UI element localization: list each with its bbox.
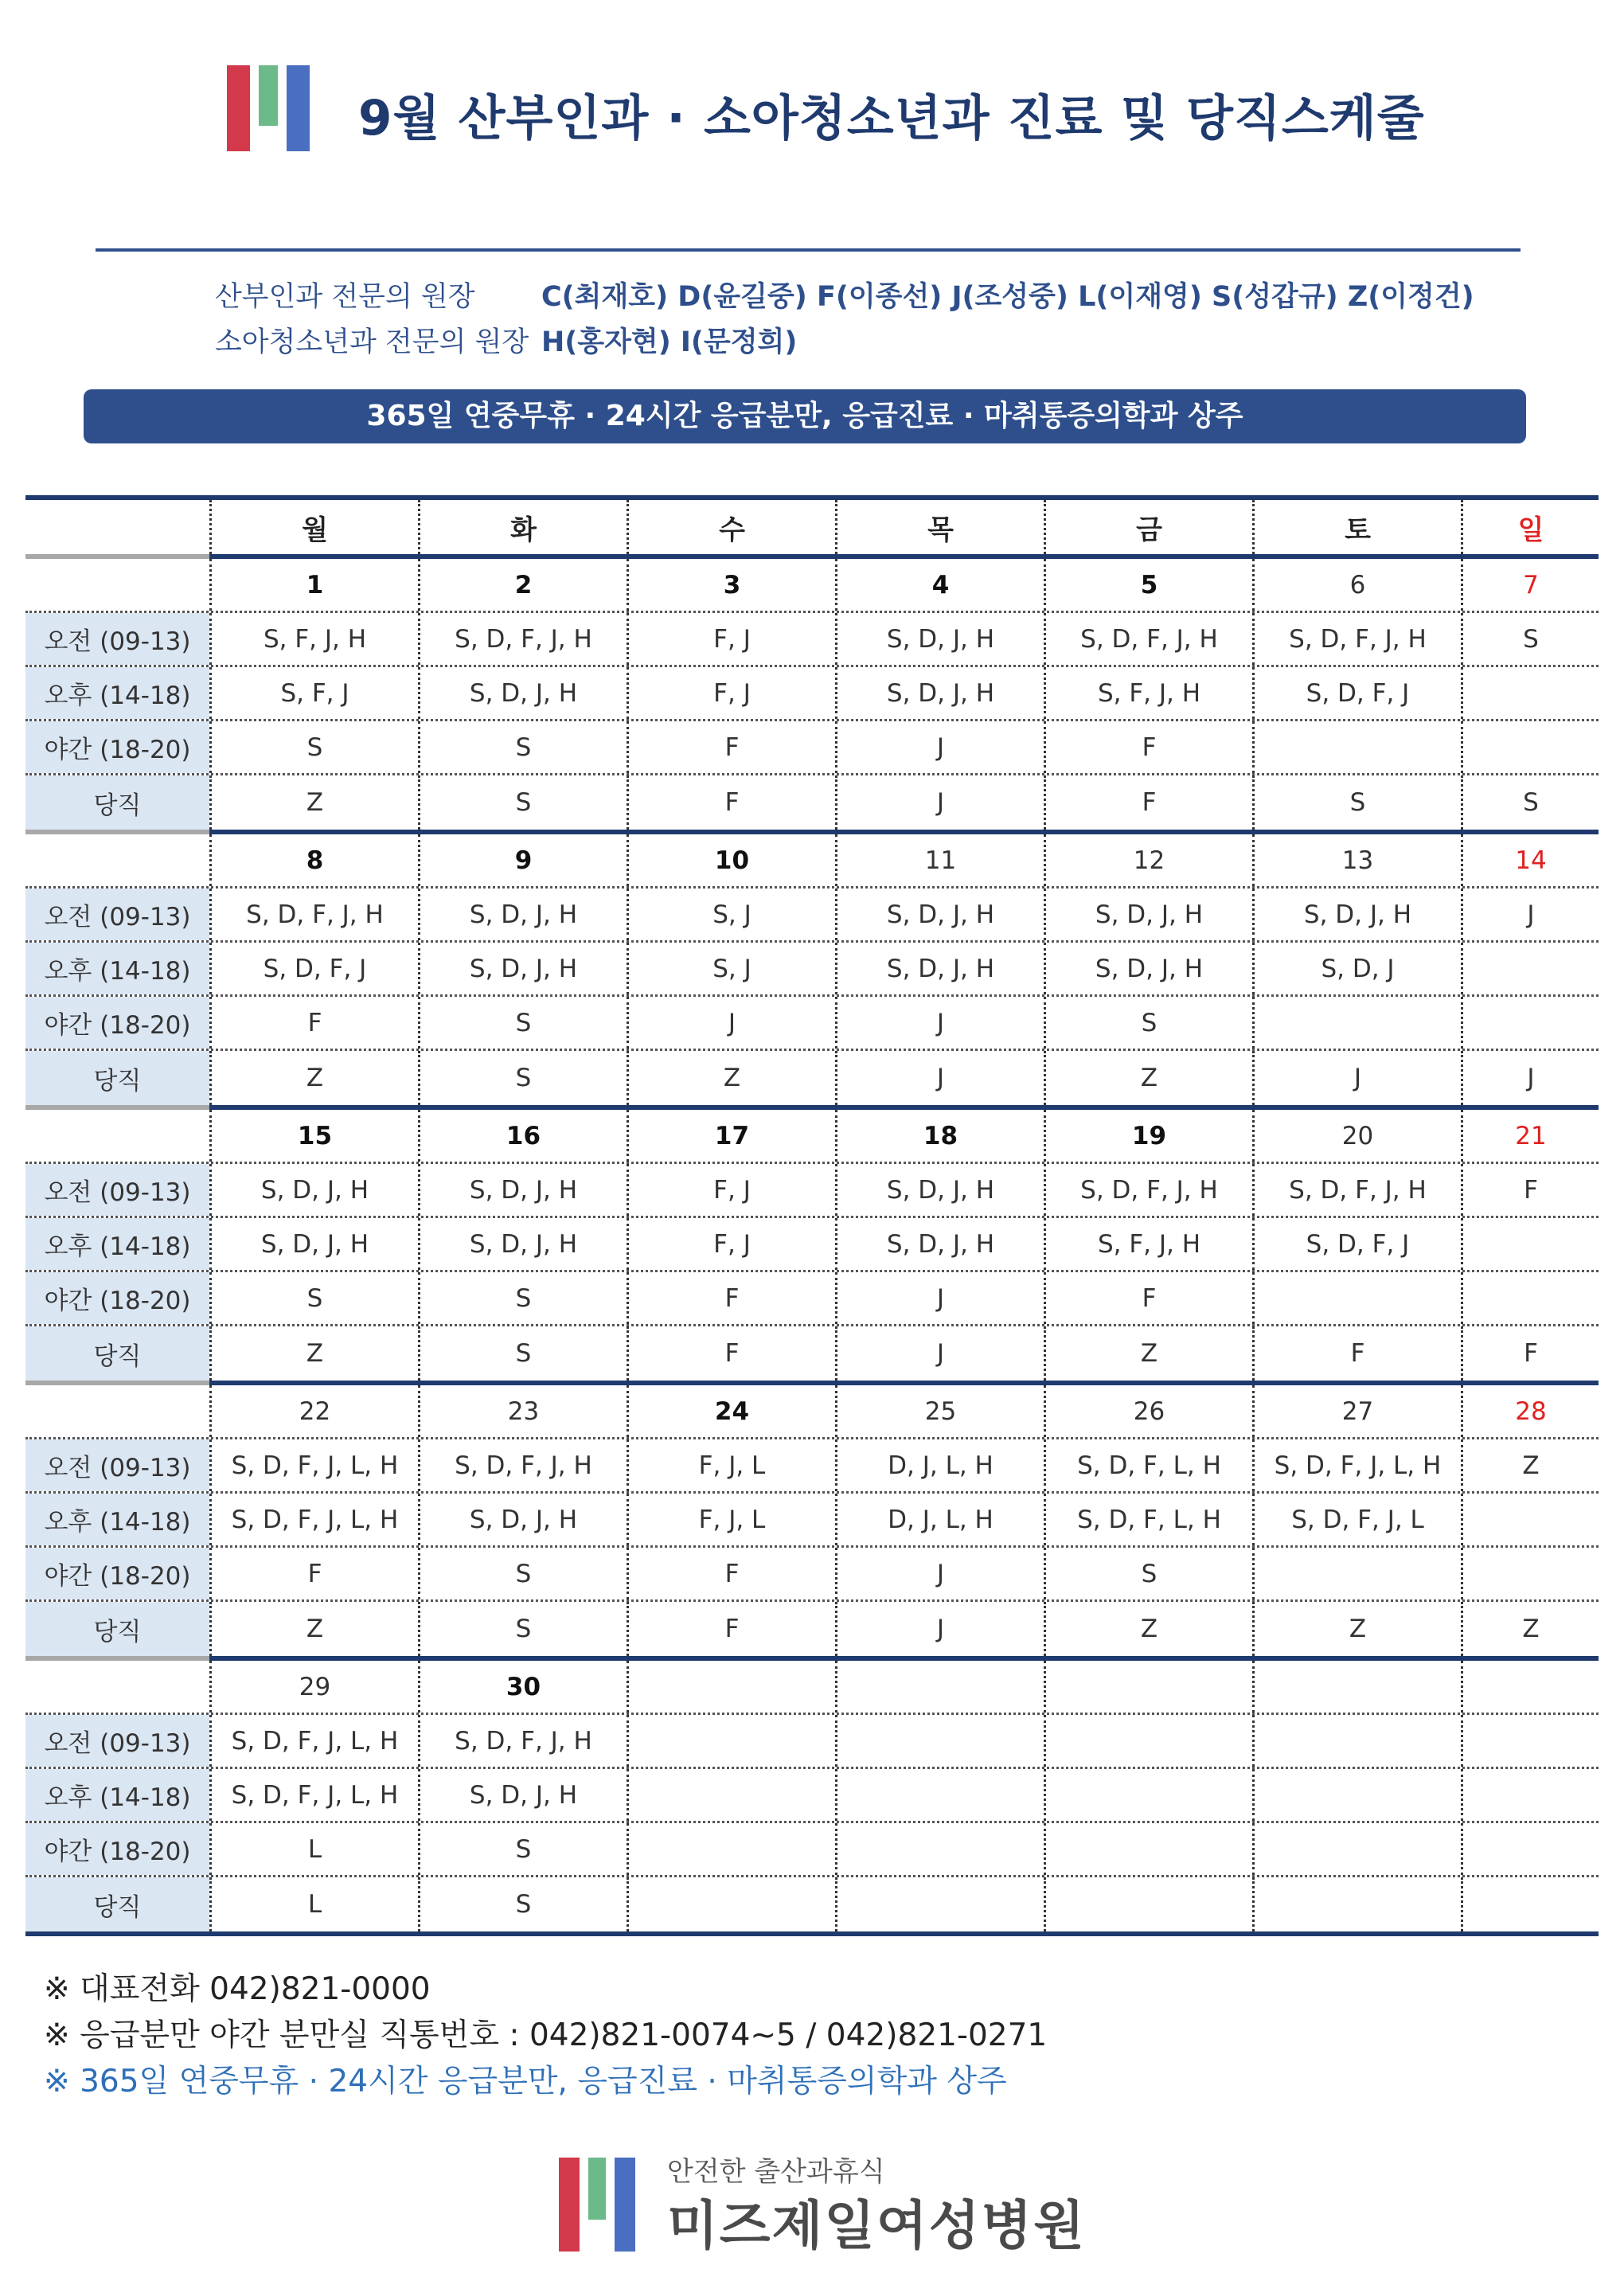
slot-row [25,613,1599,667]
date-cell: 1 [209,559,418,611]
schedule-cell: Z [1044,1602,1252,1656]
schedule-cell: S [1044,1548,1252,1599]
schedule-cell: S [1461,775,1599,830]
schedule-cell: S, D, J, H [209,1164,418,1216]
schedule-cell: Z [209,1051,418,1105]
schedule-cell: S, D, F, L, H [1044,1439,1252,1491]
schedule-cell: F [627,1326,835,1381]
schedule-cell [1461,943,1599,994]
date-cell: 27 [1252,1385,1461,1437]
schedule-cell: S, D, J, H [209,1218,418,1270]
slot-label: 야간 (18-20) [25,1548,209,1599]
schedule-cell: S, D, F, J, H [209,889,418,940]
schedule-cell: S, F, J, H [209,613,418,665]
schedule-cell [1461,1494,1599,1545]
schedule-cell: S, D, F, J, H [1044,613,1252,665]
schedule-cell: S [209,1272,418,1324]
schedule-cell: F [209,997,418,1049]
schedule-cell: S, D, J, H [835,667,1044,719]
hospital-logo-bottom [559,2158,635,2252]
date-row-label [25,1661,209,1713]
date-cell: 30 [418,1661,627,1713]
schedule-cell: F, J [627,1164,835,1216]
schedule-cell: F [627,775,835,830]
schedule-cell: S, D, F, J [1252,667,1461,719]
schedule-cell: S [418,1548,627,1599]
date-cell: 20 [1252,1110,1461,1162]
weekday-3: 목 [835,500,1044,554]
schedule-cell: S, D, F, J, L, H [1252,1439,1461,1491]
schedule-cell: F [627,1272,835,1324]
schedule-cell: J [1461,889,1599,940]
peds-label: 소아청소년과 전문의 원장 [215,326,529,358]
schedule-cell: S, D, F, J, H [1252,1164,1461,1216]
schedule-cell [835,1769,1044,1821]
slot-row [25,1272,1599,1326]
schedule-cell: S, D, J, H [418,889,627,940]
date-cell: 5 [1044,559,1252,611]
schedule-cell [1044,1823,1252,1875]
schedule-cell: S, D, F, J, L, H [209,1494,418,1545]
schedule-cell: Z [1044,1326,1252,1381]
schedule-cell [1461,1218,1599,1270]
slot-row [25,1051,1599,1105]
date-cell [1044,1661,1252,1713]
schedule-cell [1252,1877,1461,1931]
schedule-cell [1461,1272,1599,1324]
schedule-cell: S, D, J, H [1044,943,1252,994]
schedule-cell [627,1823,835,1875]
schedule-cell: F [627,1602,835,1656]
schedule-cell: Z [209,775,418,830]
schedule-cell [627,1769,835,1821]
schedule-cell [1461,1548,1599,1599]
obgyn-list: C(최재호) D(윤길중) F(이종선) J(조성중) L(이재영) S(성갑규) Z(이정건) [541,281,1474,313]
date-cell: 11 [835,834,1044,886]
weekday-4: 금 [1044,500,1252,554]
page-title: 9월 산부인과 · 소아청소년과 진료 및 당직스케줄 [358,90,1425,146]
hospital-name: 미즈제일여성병원 [667,2195,1087,2256]
schedule-cell [1252,1548,1461,1599]
date-cell [1461,1661,1599,1713]
weekday-header-row [25,500,1599,554]
weekday-1: 화 [418,500,627,554]
schedule-cell [1252,1823,1461,1875]
schedule-cell: S, D, J, H [835,1164,1044,1216]
schedule-cell [1044,1715,1252,1767]
schedule-cell: J [835,1548,1044,1599]
schedule-cell [1461,1823,1599,1875]
schedule-cell [1461,667,1599,719]
schedule-cell: S, J [627,889,835,940]
schedule-cell: S, F, J, H [1044,1218,1252,1270]
date-cell: 26 [1044,1385,1252,1437]
schedule-cell: Z [1044,1051,1252,1105]
schedule-cell: J [835,1051,1044,1105]
date-row [25,1385,1599,1439]
date-cell: 4 [835,559,1044,611]
slot-label: 야간 (18-20) [25,997,209,1049]
schedule-cell [1252,721,1461,773]
date-cell: 10 [627,834,835,886]
date-row [25,559,1599,613]
schedule-table [25,495,1599,1936]
schedule-cell: S [1252,775,1461,830]
schedule-cell: S, D, J, H [835,889,1044,940]
date-row-label [25,834,209,886]
schedule-cell: S [418,721,627,773]
slot-label: 야간 (18-20) [25,1823,209,1875]
slot-row [25,721,1599,775]
schedule-cell: J [835,1602,1044,1656]
slot-row [25,1823,1599,1877]
schedule-cell [1461,1877,1599,1931]
slot-label: 야간 (18-20) [25,721,209,773]
schedule-cell [835,1823,1044,1875]
schedule-cell: D, J, L, H [835,1494,1044,1545]
date-cell: 24 [627,1385,835,1437]
hospital-tagline: 안전한 출산과휴식 [667,2156,885,2188]
weekday-0: 월 [209,500,418,554]
slot-label: 야간 (18-20) [25,1272,209,1324]
schedule-cell: S, D, F, J, H [1252,613,1461,665]
slot-label: 오후 (14-18) [25,1769,209,1821]
schedule-cell: F, J, L [627,1439,835,1491]
schedule-cell: S, D, J, H [418,1494,627,1545]
slot-row [25,667,1599,721]
date-row [25,834,1599,889]
slot-label: 오전 (09-13) [25,1164,209,1216]
schedule-cell [1461,1769,1599,1821]
contact-notes [44,1966,1047,2105]
slot-row [25,1326,1599,1381]
schedule-cell: L [209,1823,418,1875]
table-bottom-rule [25,1931,1599,1936]
slot-row [25,1715,1599,1769]
schedule-cell: F, J [627,1218,835,1270]
date-cell: 29 [209,1661,418,1713]
schedule-cell: S, D, J, H [835,1218,1044,1270]
schedule-cell: J [835,997,1044,1049]
slot-row [25,1164,1599,1218]
slot-label: 당직 [25,1602,209,1656]
weekday-2: 수 [627,500,835,554]
slot-label: 당직 [25,1877,209,1931]
schedule-cell: F, J [627,667,835,719]
schedule-cell [835,1877,1044,1931]
delivery-phone-note: ※ 응급분만 야간 분만실 직통번호 : 042)821-0074~5 / 042)821-0271 [44,2017,1048,2053]
schedule-cell: S [418,1051,627,1105]
slot-row [25,1769,1599,1823]
schedule-cell [1461,721,1599,773]
schedule-cell: S [418,1326,627,1381]
schedule-cell: S [418,997,627,1049]
date-cell: 6 [1252,559,1461,611]
schedule-cell: Z [1252,1602,1461,1656]
schedule-cell: F [1044,1272,1252,1324]
date-cell [627,1661,835,1713]
date-row-label [25,559,209,611]
slot-row [25,1494,1599,1548]
schedule-cell: F [627,1548,835,1599]
schedule-cell: Z [1461,1439,1599,1491]
date-cell: 3 [627,559,835,611]
schedule-cell [1252,1769,1461,1821]
date-cell: 12 [1044,834,1252,886]
slot-label: 오후 (14-18) [25,1494,209,1545]
date-cell: 18 [835,1110,1044,1162]
schedule-cell: S, D, J, H [418,1218,627,1270]
schedule-cell: S, D, J, H [1044,889,1252,940]
date-cell: 9 [418,834,627,886]
slot-label: 오전 (09-13) [25,889,209,940]
schedule-cell: S, D, J, H [1252,889,1461,940]
schedule-cell: S [418,775,627,830]
schedule-cell: S, D, J, H [418,667,627,719]
date-cell [835,1661,1044,1713]
slot-label: 오후 (14-18) [25,667,209,719]
date-cell: 23 [418,1385,627,1437]
date-cell: 22 [209,1385,418,1437]
slot-row [25,997,1599,1051]
date-cell: 25 [835,1385,1044,1437]
slot-row [25,1548,1599,1602]
schedule-cell: F, J, L [627,1494,835,1545]
schedule-cell: S, D, F, J, H [1044,1164,1252,1216]
schedule-cell [627,1877,835,1931]
schedule-cell [1044,1877,1252,1931]
schedule-cell: S, D, F, J, L, H [209,1769,418,1821]
schedule-cell: S, F, J, H [1044,667,1252,719]
schedule-cell: J [627,997,835,1049]
slot-row [25,943,1599,997]
schedule-cell: Z [627,1051,835,1105]
schedule-cell: S [1461,613,1599,665]
slot-row [25,1439,1599,1494]
schedule-cell: F [1044,721,1252,773]
schedule-cell: S [418,1877,627,1931]
schedule-cell: F [1461,1326,1599,1381]
date-cell: 21 [1461,1110,1599,1162]
schedule-cell: S, D, F, J, H [418,613,627,665]
date-cell: 28 [1461,1385,1599,1437]
date-cell: 15 [209,1110,418,1162]
date-row-label [25,1385,209,1437]
date-cell: 7 [1461,559,1599,611]
slot-row [25,1602,1599,1656]
weekday-5: 토 [1252,500,1461,554]
schedule-cell: J [835,1272,1044,1324]
date-cell: 14 [1461,834,1599,886]
title-divider [96,248,1521,252]
slot-label: 오전 (09-13) [25,1439,209,1491]
slot-label: 오후 (14-18) [25,943,209,994]
slot-label: 당직 [25,1051,209,1105]
service-banner: 365일 연중무휴 · 24시간 응급분만, 응급진료 · 마취통증의학과 상주 [84,389,1526,443]
schedule-cell: S, D, F, J, L, H [209,1715,418,1767]
weekday-6: 일 [1461,500,1599,554]
slot-label: 오후 (14-18) [25,1218,209,1270]
schedule-cell: S, D, F, J, L [1252,1494,1461,1545]
schedule-cell [1252,1715,1461,1767]
slot-row [25,775,1599,830]
schedule-cell: J [835,1326,1044,1381]
schedule-cell: J [835,721,1044,773]
date-cell: 8 [209,834,418,886]
schedule-cell: S, D, J, H [418,943,627,994]
slot-row [25,1877,1599,1931]
slot-label: 오전 (09-13) [25,1715,209,1767]
schedule-cell: F [627,721,835,773]
header-corner [25,500,209,554]
schedule-cell: S [418,1272,627,1324]
schedule-cell: S [418,1823,627,1875]
schedule-cell: Z [209,1326,418,1381]
schedule-cell: S, D, J, H [418,1164,627,1216]
obgyn-label: 산부인과 전문의 원장 [215,281,475,313]
schedule-cell: J [1461,1051,1599,1105]
schedule-cell: F [1461,1164,1599,1216]
date-cell: 19 [1044,1110,1252,1162]
schedule-cell [1252,1272,1461,1324]
date-cell: 13 [1252,834,1461,886]
schedule-cell: F, J [627,613,835,665]
date-cell: 17 [627,1110,835,1162]
schedule-cell: Z [209,1602,418,1656]
schedule-cell: F [1252,1326,1461,1381]
schedule-cell: L [209,1877,418,1931]
schedule-cell [835,1715,1044,1767]
slot-label: 오전 (09-13) [25,613,209,665]
schedule-cell [1044,1769,1252,1821]
date-row [25,1661,1599,1715]
schedule-cell: S, D, J, H [835,613,1044,665]
date-cell: 2 [418,559,627,611]
hospital-logo-top [227,65,310,151]
schedule-cell: S, F, J [209,667,418,719]
schedule-cell: F [209,1548,418,1599]
schedule-cell: S, D, J, H [835,943,1044,994]
schedule-cell: J [1252,1051,1461,1105]
schedule-cell: S, D, J [1252,943,1461,994]
schedule-cell: Z [1461,1602,1599,1656]
schedule-cell: S, D, F, J [1252,1218,1461,1270]
schedule-cell: S, J [627,943,835,994]
date-cell: 16 [418,1110,627,1162]
schedule-cell: F [1044,775,1252,830]
schedule-cell: S [1044,997,1252,1049]
schedule-cell [1461,997,1599,1049]
schedule-cell: S, D, F, J, H [418,1715,627,1767]
schedule-cell [1252,997,1461,1049]
slot-row [25,889,1599,943]
schedule-cell: D, J, L, H [835,1439,1044,1491]
date-cell [1252,1661,1461,1713]
schedule-cell: S, D, F, J [209,943,418,994]
schedule-cell: S, D, J, H [418,1769,627,1821]
schedule-cell: S [418,1602,627,1656]
schedule-cell: S, D, F, L, H [1044,1494,1252,1545]
schedule-cell [1461,1715,1599,1767]
schedule-cell: S, D, F, J, H [418,1439,627,1491]
slot-row [25,1218,1599,1272]
slot-label: 당직 [25,775,209,830]
slot-label: 당직 [25,1326,209,1381]
main-phone-note: ※ 대표전화 042)821-0000 [44,1971,431,2007]
schedule-cell: S [209,721,418,773]
schedule-cell: S, D, F, J, L, H [209,1439,418,1491]
service-note: ※ 365일 연중무휴 · 24시간 응급분만, 응급진료 · 마취통증의학과 상주 [44,2064,1007,2099]
schedule-cell: J [835,775,1044,830]
schedule-cell [627,1715,835,1767]
date-row-label [25,1110,209,1162]
date-row [25,1110,1599,1164]
peds-list: H(홍자현) I(문정희) [541,326,798,358]
